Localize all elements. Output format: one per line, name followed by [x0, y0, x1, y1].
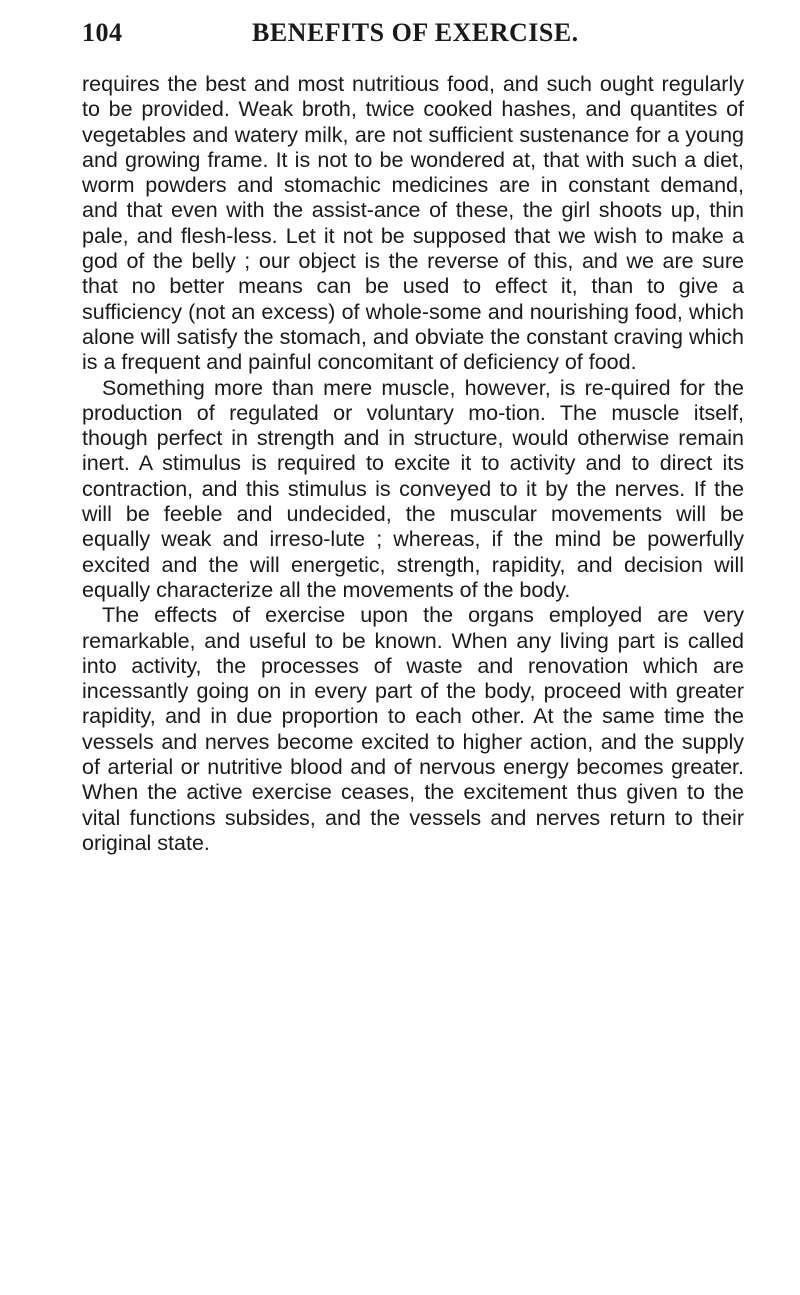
body-text	[82, 72, 744, 856]
running-head	[82, 18, 742, 54]
running-title: BENEFITS OF EXERCISE.	[252, 18, 579, 47]
paragraph-nerves: Something more than mere muscle, however, is re-quired for the production of regulated or voluntary mo-tion. The muscle itself, though perfect in strength and in structure, would otherwise remain inert. A stimulus is required to excite it to activity and to direct its contraction, and this stimulus is conveyed to it by the nerves. If the will be feeble and undecided, the muscular movements will be equally weak and irreso-lute ; whereas, if the mind be powerfully excited and the will energetic, strength, rapidity, and decision will equally characterize all the movements of the body.	[82, 375, 744, 602]
page-number: 104	[82, 18, 123, 47]
paragraph-diet: requires the best and most nutritious food, and such ought regularly to be provided. Weak broth, twice cooked hashes, and quantites of vegetables and watery milk, are not sufficient sustenance for a young and growing frame. It is not to be wondered at, that with such a diet, worm powders and stomachic medicines are in constant demand, and that even with the assist-ance of these, the girl shoots up, thin pale, and flesh-less. Let it not be supposed that we wish to make a god of the belly ; our object is the reverse of this, and we are sure that no better means can be used to effect it, than to give a sufficiency (not an excess) of whole-some and nourishing food, which alone will satisfy the stomach, and obviate the constant craving which is a frequent and painful concomitant of deficiency of food.	[82, 72, 744, 375]
paragraph-effects-of-exercise: The effects of exercise upon the organs employed are very remarkable, and useful to be known. When any living part is called into activity, the processes of waste and renovation which are incessantly going on in every part of the body, proceed with greater rapidity, and in due proportion to each other. At the same time the vessels and nerves become excited to higher action, and the supply of arterial or nutritive blood and of nervous energy becomes greater. When the active exercise ceases, the excitement thus given to the vital functions subsides, and the vessels and nerves return to their original state.	[82, 603, 744, 855]
